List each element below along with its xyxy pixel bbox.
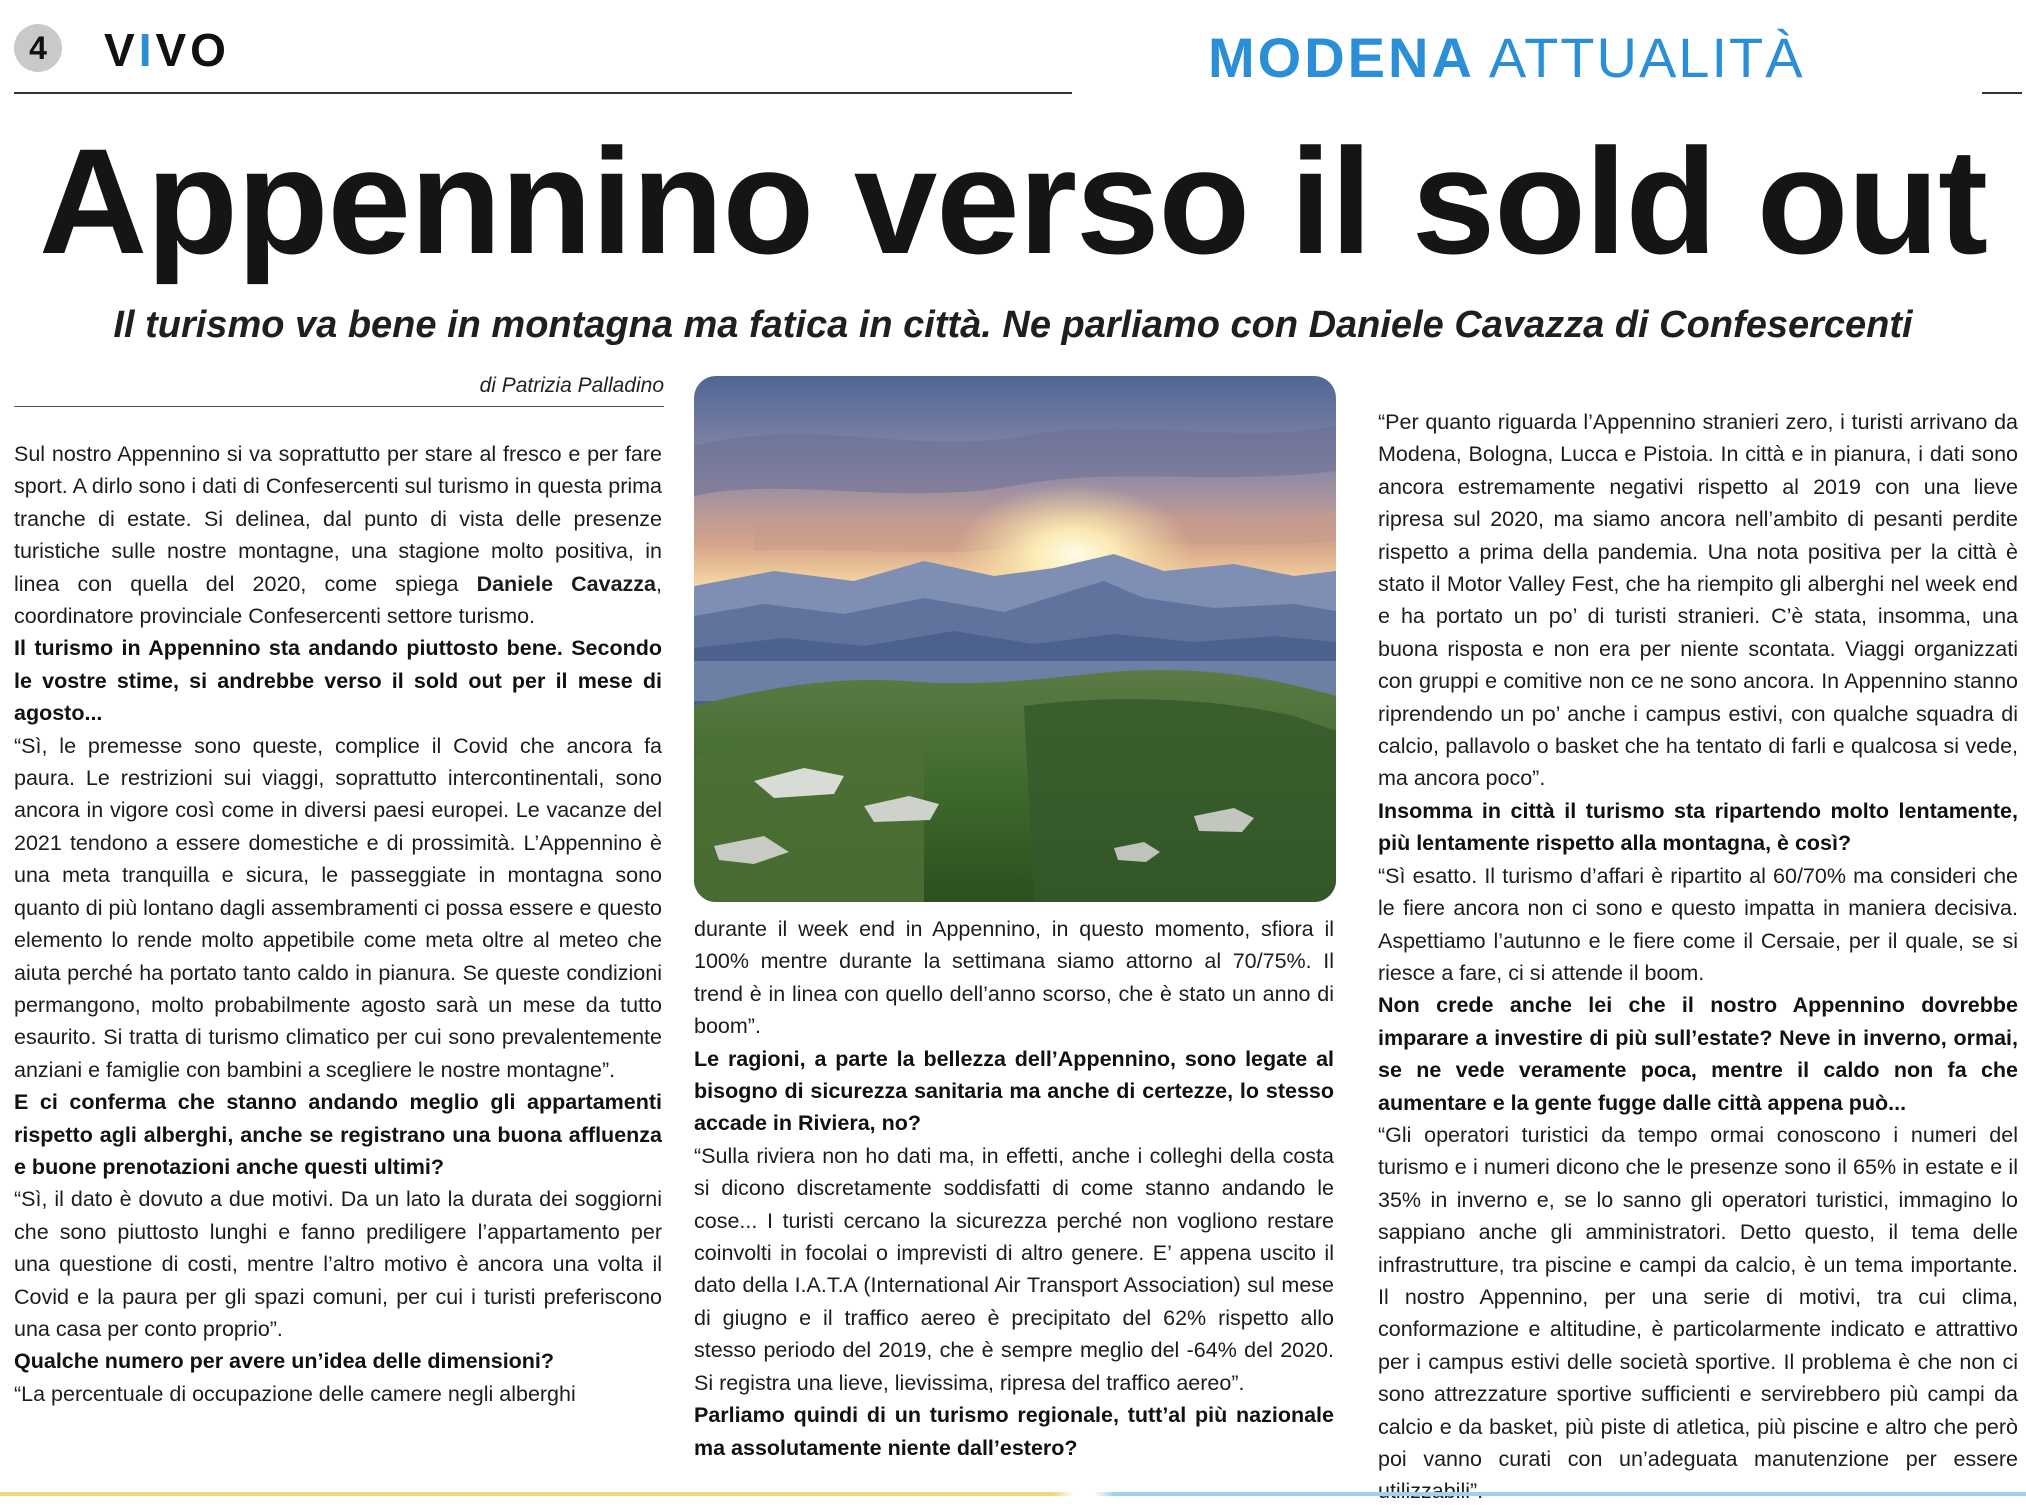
- interview-answer: “Gli operatori turistici da tempo ormai conoscono i numeri del turismo e i numeri dicono che le presenze sono il 65% in estate e il 35% in inverno e, se lo sanno gli operatori turistici, immagino lo sappiano anche gli amministratori. Detto questo, il tema delle infrastrutture, tra piscine e campi da calcio, è un tema importante. Il nostro Appennino, per una serie di motivi, tra cui clima, conformazione e altitudine, è particolarmente indicato e attrattivo per i campus estivi delle società sportive. Il problema è che non ci sono attrezzature sportive sufficienti e servirebbero più campi da calcio e da basket, più piste di atletica, più piscine e altro che però poi vanno curati con un’adeguata manutenzione per essere: [1378, 1122, 2018, 1471]
- interview-question: E ci conferma che stanno andando meglio gli appartamenti rispetto agli alberghi, anche se registrano una buona affluenza e buone prenotazioni anche questi ultimi?: [14, 1090, 662, 1179]
- magazine-brand-logo: [104, 24, 230, 76]
- section-title-secondary: ATTUALITÀ: [1488, 26, 1805, 89]
- mountain-sunset-photo: [694, 376, 1336, 902]
- interview-answer: “Sulla riviera non ho dati ma, in effetti, anche i colleghi della costa si dicono discretamente soddisfatti di come stanno andando le cose... I turisti cercano la sicurezza perché non vogliono restare coinvolti in focolai o imprevisti di altro genere. E’ appena uscito il dato della I.A.T.A (International Air Transport Association) sul mese di giugno e il traffico aereo è precipitato del 62% rispetto allo stesso periodo del 2019, che è sempre meglio del -64% del 2020. Si registra una lieve, lievissima, ripresa del traffico aereo”.: [694, 1143, 1334, 1395]
- interview-question: Il turismo in Appennino sta andando piuttosto bene. Secondo le vostre stime, si andrebbe verso il sold out per il mese di agosto...: [14, 636, 662, 726]
- brand-letter-i: I: [138, 24, 156, 76]
- interview-question: Le ragioni, a parte la bellezza dell’Appennino, sono legate al bisogno di sicurezza sanitaria ma anche di certezze, lo stesso accade in Riviera, no?: [694, 1046, 1334, 1136]
- article-headline: Appennino verso il sold out: [38, 117, 1988, 285]
- article-subheadline: Il turismo va bene in montagna ma fatica in città. Ne parliamo con Daniele Cavazza di Confesercenti: [113, 304, 1913, 346]
- interview-answer: “Per quanto riguarda l’Appennino stranieri zero, i turisti arrivano da Modena, Bologna, Lucca e Pistoia. In città e in pianura, i dati sono ancora estremamente negativi rispetto al 2019 con una lieve ripresa sul 2020, ma siamo ancora nell’ambito di pesanti perdite rispetto a prima della pandemia. Una nota positiva per la città è stato il Motor Valley Fest, che ha riempito gli alberghi nel week end e ha portato un po’ di turisti stranieri. C’è stata, insomma, una buona risposta e non era per niente scontata. Viaggi organizzati con gruppi e comitive non ce ne sono ancora. In Appennino stanno riprendendo un po’ anche i campus estivi, con qualche squadra di calcio, pallavolo o basket che ha tentato di farli e qualcosa si vede, ma ancora poco”.: [1378, 410, 2018, 791]
- article-column-1: [14, 438, 662, 1410]
- interview-answer: “Sì, le premesse sono queste, complice il Covid che ancora fa paura. Le restrizioni sui viaggi, soprattutto intercontinentali, sono ancora in vigore così come in diversi paesi europei. Le vacanze del 2021 tendono a essere domestiche e di prossimità. L’Appennino è una meta tranquilla e sicura, le passeggiate in montagna sono quanto di più lontano dagli assembramenti ci possa essere e questo elemento lo rende molto appetibile come meta oltre al meteo che aiuta perché ha portato tanto caldo in pianura. Se queste condizioni permangono, molto probabilmente agosto sarà un mese da tutto esaurito. Si tratta di turismo climatico per cui sono prevalentemente anziani e famiglie con bambini a scegliere le nostre montagne”.: [14, 733, 662, 1082]
- interview-question: Qualche numero per avere un’idea delle dimensioni?: [14, 1349, 555, 1374]
- header-divider-right: [1982, 92, 2022, 94]
- brand-letter-v: V: [104, 24, 139, 76]
- interviewee-name: Daniele Cavazza: [476, 571, 657, 596]
- intro-paragraph: Sul nostro Appennino si va soprattutto per stare al fresco e per fare sport. A dirlo sono i dati di Confesercenti sul turismo in questa prima tranche di estate. Si delinea, dal punto di vista delle presenze turistiche sulle nostre montagne, una stagione molto positiva, in linea con quella del 2020, come spiega Daniele Cavazza, coordinatore provinciale Confesercenti settore turismo.: [14, 442, 662, 629]
- interview-answer: “La percentuale di occupazione delle camere negli alberghi: [14, 1381, 576, 1406]
- interview-question: Non crede anche lei che il nostro Appennino dovrebbe imparare a investire di più sull’estate? Neve in inverno, ormai, se ne vede veramente poca, mentre il caldo non fa che aumentare e la gente fugge dalle città appena può...: [1378, 993, 2018, 1115]
- article-column-3: [1378, 406, 2018, 1508]
- header-divider-left: [14, 92, 1072, 94]
- mountain-landscape-image: [694, 376, 1336, 902]
- byline-divider: [14, 406, 664, 407]
- page-bottom-strip: [0, 1492, 2026, 1496]
- interview-answer: durante il week end in Appennino, in questo momento, sfiora il 100% mentre durante la settimana siamo attorno al 70/75%. Il trend è in linea con quello dell’anno scorso, che è stato un anno di boom”.: [694, 917, 1334, 1039]
- page-number-badge: 4: [14, 24, 62, 72]
- article-byline: di Patrizia Palladino: [479, 374, 664, 397]
- interview-question: Parliamo quindi di un turismo regionale, tutt’al più nazionale ma assolutamente niente dall’estero?: [694, 1403, 1334, 1460]
- section-title: [1208, 26, 1805, 90]
- section-title-primary: MODENA: [1208, 26, 1475, 89]
- interview-answer: “Sì esatto. Il turismo d’affari è ripartito al 60/70% ma consideri che le fiere ancora non ci sono e questo impatta in maniera decisiva. Aspettiamo l’autunno e le fiere come il Cersaie, per il quale, se si riesce a fare, ci si attende il boom.: [1378, 863, 2018, 985]
- brand-letters-vo: VO: [155, 24, 230, 76]
- interview-question: Insomma in città il turismo sta ripartendo molto lentamente, più lentamente rispetto alla montagna, è così?: [1378, 798, 2018, 856]
- article-column-2: [694, 913, 1334, 1464]
- interview-answer: “Sì, il dato è dovuto a due motivi. Da un lato la durata dei soggiorni che sono piuttosto lunghi e fanno prediligere l’appartamento per una questione di costi, mentre l’altro motivo è ancora una volta il Covid e la paura per gli spazi comuni, per cui i turisti preferiscono una casa per conto proprio”.: [14, 1187, 662, 1341]
